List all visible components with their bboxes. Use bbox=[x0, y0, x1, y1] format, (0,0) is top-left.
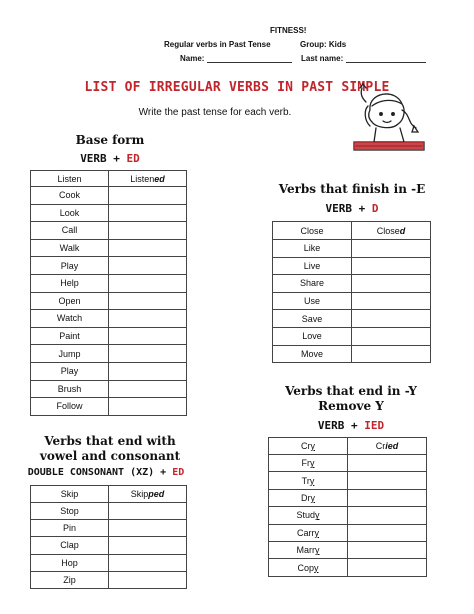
e-section-title: Verbs that finish in -E bbox=[278, 182, 426, 196]
table-row bbox=[31, 292, 187, 310]
e-section-rule-suffix: D bbox=[371, 202, 379, 215]
answer-cell[interactable] bbox=[109, 257, 187, 275]
verb-base: Fr bbox=[301, 458, 310, 469]
table-row bbox=[31, 310, 187, 328]
answer-cell[interactable] bbox=[352, 275, 431, 293]
y-section-title-line2: Remove Y bbox=[318, 399, 384, 413]
table-row bbox=[269, 541, 427, 558]
table-row bbox=[273, 257, 431, 275]
verb-cell: Save bbox=[273, 310, 352, 328]
verb-cell: Open bbox=[31, 292, 109, 310]
answer-cell[interactable] bbox=[352, 345, 431, 363]
last-name-label: Last name: bbox=[301, 54, 344, 63]
answer-cell[interactable] bbox=[109, 537, 187, 554]
y-section-title-line1: Verbs that end in -Y bbox=[285, 384, 417, 398]
name-label: Name: bbox=[180, 54, 205, 63]
verb-cell: Pin bbox=[31, 520, 109, 537]
verb-cell: Use bbox=[273, 292, 352, 310]
header-right-suffix: ped bbox=[148, 489, 165, 499]
table-header-row bbox=[269, 438, 427, 455]
answer-cell[interactable] bbox=[109, 520, 187, 537]
table-row bbox=[31, 222, 187, 240]
answer-cell[interactable] bbox=[109, 204, 187, 222]
base-form-header-left: Listen bbox=[31, 171, 109, 187]
table-row bbox=[31, 239, 187, 257]
table-row bbox=[273, 240, 431, 258]
double-section-rule-suffix: ED bbox=[172, 467, 185, 478]
header-left-last: y bbox=[310, 441, 315, 451]
table-row bbox=[269, 455, 427, 472]
girl-with-book-illustration bbox=[348, 80, 430, 158]
e-section-rule-prefix: VERB + bbox=[325, 202, 372, 215]
verb-cell: Share bbox=[273, 275, 352, 293]
answer-cell[interactable] bbox=[109, 274, 187, 292]
table-row bbox=[273, 327, 431, 345]
verb-cell: Play bbox=[31, 362, 109, 380]
verb-base: Dr bbox=[301, 492, 311, 503]
header-left-base: Cr bbox=[301, 441, 311, 451]
verb-base: Marr bbox=[296, 545, 315, 556]
header-right-base: Skip bbox=[130, 489, 149, 499]
y-section-header-right bbox=[348, 438, 427, 455]
worksheet-heading: FITNESS! bbox=[270, 26, 307, 35]
table-row bbox=[273, 275, 431, 293]
answer-cell[interactable] bbox=[109, 292, 187, 310]
table-row bbox=[31, 503, 187, 520]
base-form-rule-suffix: ED bbox=[126, 152, 140, 165]
verb-cell bbox=[269, 489, 348, 506]
verb-base: Carr bbox=[297, 527, 315, 538]
verb-cell bbox=[269, 524, 348, 541]
y-section-rule-suffix: IED bbox=[364, 419, 385, 432]
header-right-suffix: ied bbox=[385, 441, 399, 451]
verb-cell: Love bbox=[273, 327, 352, 345]
last-name-field bbox=[301, 54, 426, 63]
double-section-header-right bbox=[109, 486, 187, 503]
y-section-header-left bbox=[269, 438, 348, 455]
answer-cell[interactable] bbox=[352, 327, 431, 345]
verb-last-letter: y bbox=[314, 527, 319, 538]
header-right-base: Listen bbox=[130, 173, 155, 184]
table-row bbox=[31, 327, 187, 345]
page-title: LIST OF IRREGULAR VERBS IN PAST SIMPLE bbox=[84, 80, 390, 95]
table-header-row bbox=[31, 486, 187, 503]
answer-cell[interactable] bbox=[352, 310, 431, 328]
verb-cell: Play bbox=[31, 257, 109, 275]
table-row bbox=[273, 310, 431, 328]
verb-cell: Stop bbox=[31, 503, 109, 520]
verb-cell: Cook bbox=[31, 187, 109, 205]
answer-cell[interactable] bbox=[348, 472, 427, 489]
table-row bbox=[31, 362, 187, 380]
header-right-suffix: ed bbox=[154, 173, 165, 184]
base-form-header-right bbox=[109, 171, 187, 187]
answer-cell[interactable] bbox=[109, 554, 187, 571]
verb-last-letter: y bbox=[315, 510, 320, 521]
answer-cell[interactable] bbox=[109, 362, 187, 380]
answer-cell[interactable] bbox=[109, 345, 187, 363]
answer-cell[interactable] bbox=[348, 507, 427, 524]
last-name-blank[interactable] bbox=[346, 54, 426, 63]
e-section-table bbox=[272, 221, 431, 363]
answer-cell[interactable] bbox=[109, 187, 187, 205]
base-form-rule-prefix: VERB + bbox=[80, 152, 127, 165]
answer-cell[interactable] bbox=[109, 571, 187, 588]
verb-cell: Brush bbox=[31, 380, 109, 398]
worksheet-subject: Regular verbs in Past Tense bbox=[164, 40, 271, 49]
verb-cell: Clap bbox=[31, 537, 109, 554]
answer-cell[interactable] bbox=[109, 327, 187, 345]
double-section-rule bbox=[6, 467, 206, 478]
double-section-rule-prefix: DOUBLE CONSONANT (XZ) + bbox=[27, 467, 173, 478]
table-row bbox=[31, 398, 187, 416]
double-section-header-left: Skip bbox=[31, 486, 109, 503]
y-section-rule bbox=[266, 419, 436, 432]
verb-cell bbox=[269, 455, 348, 472]
y-section-title bbox=[266, 384, 436, 414]
verb-cell: Follow bbox=[31, 398, 109, 416]
y-section-rule-prefix: VERB + bbox=[317, 419, 365, 432]
e-section-header-left: Close bbox=[273, 222, 352, 240]
verb-cell bbox=[269, 472, 348, 489]
answer-cell[interactable] bbox=[352, 292, 431, 310]
answer-cell[interactable] bbox=[348, 489, 427, 506]
double-section-title bbox=[10, 434, 210, 464]
table-row bbox=[273, 345, 431, 363]
header-right-suffix: d bbox=[399, 225, 406, 236]
table-row bbox=[31, 537, 187, 554]
verb-cell: Like bbox=[273, 240, 352, 258]
table-row bbox=[31, 257, 187, 275]
table-row bbox=[31, 571, 187, 588]
verb-last-letter: y bbox=[314, 562, 319, 573]
table-row bbox=[273, 292, 431, 310]
table-row bbox=[31, 187, 187, 205]
double-section-title-line2: vowel and consonant bbox=[39, 449, 181, 463]
answer-cell[interactable] bbox=[109, 380, 187, 398]
group-label: Group: Kids bbox=[300, 40, 347, 49]
double-section-title-line1: Verbs that end with bbox=[44, 434, 176, 448]
e-section-rule bbox=[272, 202, 432, 215]
verb-last-letter: y bbox=[310, 458, 315, 469]
table-row bbox=[269, 507, 427, 524]
verb-cell: Jump bbox=[31, 345, 109, 363]
answer-cell[interactable] bbox=[109, 239, 187, 257]
verb-cell: Live bbox=[273, 257, 352, 275]
base-form-title: Base form bbox=[75, 133, 145, 147]
table-row bbox=[31, 274, 187, 292]
table-row bbox=[269, 489, 427, 506]
table-row bbox=[31, 554, 187, 571]
verb-cell: Look bbox=[31, 204, 109, 222]
base-form-table bbox=[30, 170, 187, 416]
answer-cell[interactable] bbox=[352, 257, 431, 275]
verb-base: Stud bbox=[296, 510, 315, 521]
name-blank[interactable] bbox=[207, 54, 292, 63]
double-section-table bbox=[30, 485, 187, 589]
answer-cell[interactable] bbox=[348, 455, 427, 472]
answer-cell[interactable] bbox=[348, 559, 427, 576]
verb-cell: Paint bbox=[31, 327, 109, 345]
y-section-table bbox=[268, 437, 427, 577]
name-field bbox=[180, 54, 292, 63]
answer-cell[interactable] bbox=[109, 310, 187, 328]
verb-cell: Call bbox=[31, 222, 109, 240]
verb-base: Tr bbox=[301, 475, 310, 486]
e-section-header-right bbox=[352, 222, 431, 240]
answer-cell[interactable] bbox=[348, 524, 427, 541]
answer-cell[interactable] bbox=[109, 503, 187, 520]
verb-cell bbox=[269, 541, 348, 558]
table-header-row bbox=[273, 222, 431, 240]
header-right-base: Close bbox=[376, 225, 400, 236]
verb-cell bbox=[269, 559, 348, 576]
header-right-base: Cr bbox=[375, 441, 386, 451]
verb-cell: Walk bbox=[31, 239, 109, 257]
verb-cell bbox=[269, 507, 348, 524]
verb-base: Cop bbox=[297, 562, 314, 573]
answer-cell[interactable] bbox=[348, 541, 427, 558]
table-row bbox=[31, 204, 187, 222]
table-row bbox=[31, 380, 187, 398]
answer-cell[interactable] bbox=[109, 222, 187, 240]
base-form-rule bbox=[30, 152, 190, 165]
verb-cell: Watch bbox=[31, 310, 109, 328]
instruction-text: Write the past tense for each verb. bbox=[138, 107, 292, 118]
table-row bbox=[269, 559, 427, 576]
verb-last-letter: y bbox=[315, 545, 320, 556]
verb-last-letter: y bbox=[309, 475, 315, 486]
verb-cell: Help bbox=[31, 274, 109, 292]
table-row bbox=[269, 472, 427, 489]
answer-cell[interactable] bbox=[109, 398, 187, 416]
answer-cell[interactable] bbox=[352, 240, 431, 258]
verb-cell: Zip bbox=[31, 571, 109, 588]
table-header-row bbox=[31, 171, 187, 187]
table-row bbox=[31, 345, 187, 363]
verb-cell: Move bbox=[273, 345, 352, 363]
verb-cell: Hop bbox=[31, 554, 109, 571]
verb-last-letter: y bbox=[310, 492, 315, 503]
table-row bbox=[31, 520, 187, 537]
table-row bbox=[269, 524, 427, 541]
